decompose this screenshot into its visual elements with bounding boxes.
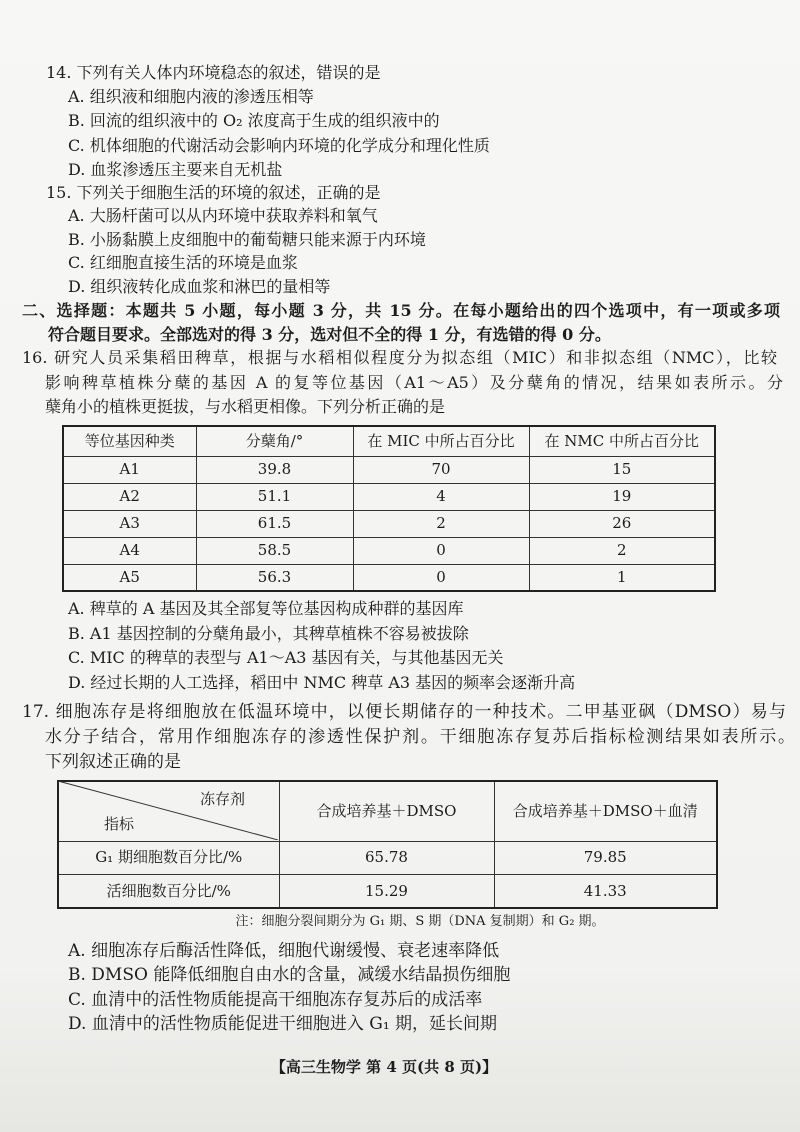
table-cell: 15 (529, 456, 715, 483)
table-row (63, 537, 715, 564)
q15-option-a: A. 大肠杆菌可以从内环境中获取养料和氧气 (68, 206, 378, 225)
q16-stem-line-1: 16. 研究人员采集稻田稗草，根据与水稻相似程度分为拟态组（MIC）和非拟态组（NMC），比较 (22, 348, 777, 367)
table-cell: A1 (63, 456, 196, 483)
table-header-cell: 分蘖角/° (196, 426, 353, 456)
q16-option-b: B. A1 基因控制的分蘖角最小，其稗草植株不容易被拔除 (68, 624, 469, 643)
table-cell: A3 (63, 510, 196, 537)
section-2-instructions-line-1: 二、选择题：本题共 5 小题，每小题 3 分，共 15 分。在每小题给出的四个选项中，有一项或多项 (22, 301, 780, 320)
table-corner-bottom-label: 指标 (104, 815, 135, 833)
table-cell: 58.5 (196, 537, 353, 564)
q17-option-b: B. DMSO 能降低细胞自由水的含量，减缓水结晶损伤细胞 (68, 965, 511, 985)
table-cell: 15.29 (279, 874, 494, 908)
table-cell: 2 (529, 537, 715, 564)
table-cell: 4 (353, 483, 529, 510)
table-header-cell: 合成培养基＋DMSO (279, 781, 494, 841)
table-diagonal-divider (57, 780, 278, 840)
q16-option-c: C. MIC 的稗草的表型与 A1～A3 基因有关，与其他基因无关 (68, 648, 504, 667)
table-cell: 39.8 (196, 456, 353, 483)
q15-stem: 15. 下列关于细胞生活的环境的叙述，正确的是 (46, 183, 381, 202)
table-row (58, 874, 717, 908)
table-row (63, 510, 715, 537)
q16-stem-line-2: 影响稗草植株分蘖的基因 A 的复等位基因（A1～A5）及分蘖角的情况，结果如表所示。分 (45, 373, 783, 392)
allele-table (62, 425, 716, 592)
table-note: 注：细胞分裂间期分为 G₁ 期、S 期（DNA 复制期）和 G₂ 期。 (235, 914, 605, 929)
table-cell: 19 (529, 483, 715, 510)
section-2-instructions-line-2: 符合题目要求。全部选对的得 3 分，选对但不全的得 1 分，有选错的得 0 分。 (48, 325, 611, 344)
table-cell: 70 (353, 456, 529, 483)
q15-option-b: B. 小肠黏膜上皮细胞中的葡萄糖只能来源于内环境 (68, 230, 426, 249)
q15-option-c: C. 红细胞直接生活的环境是血浆 (68, 253, 298, 272)
q17-stem-line-3: 下列叙述正确的是 (45, 752, 181, 772)
page-footer: 【高三生物学 第 4 页(共 8 页)】 (270, 1058, 498, 1076)
table-cell: 0 (353, 537, 529, 564)
q14-stem: 14. 下列有关人体内环境稳态的叙述，错误的是 (46, 63, 381, 82)
table-row (58, 841, 717, 874)
q14-option-c: C. 机体细胞的代谢活动会影响内环境的化学成分和理化性质 (68, 136, 490, 155)
q17-option-c: C. 血清中的活性物质能提高干细胞冻存复苏后的成活率 (68, 990, 483, 1010)
table-row (63, 483, 715, 510)
table-cell: A5 (63, 564, 196, 591)
q15-option-d: D. 组织液转化成血浆和淋巴的量相等 (68, 277, 331, 296)
q17-option-d: D. 血清中的活性物质能促进干细胞进入 G₁ 期，延长间期 (68, 1014, 498, 1034)
table-cell: 79.85 (494, 841, 717, 874)
table-cell: 0 (353, 564, 529, 591)
table-header-cell: 合成培养基＋DMSO＋血清 (494, 781, 717, 841)
q16-option-d: D. 经过长期的人工选择，稻田中 NMC 稗草 A3 基因的频率会逐渐升高 (68, 673, 576, 692)
table-row (63, 564, 715, 591)
q17-stem-line-2: 水分子结合，常用作细胞冻存的渗透性保护剂。干细胞冻存复苏后指标检测结果如表所示。 (45, 727, 795, 747)
table-cell: A2 (63, 483, 196, 510)
table-header-cell: 在 NMC 中所占百分比 (529, 426, 715, 456)
table-header-cell: 等位基因种类 (63, 426, 196, 456)
table-cell: 65.78 (279, 841, 494, 874)
table-corner-top-label: 冻存剂 (200, 790, 246, 808)
table-cell: 56.3 (196, 564, 353, 591)
table-cell: 2 (353, 510, 529, 537)
table-header-row (63, 426, 715, 456)
q16-stem-line-3: 蘖角小的植株更挺拔，与水稻更相像。下列分析正确的是 (45, 397, 446, 416)
table-cell: 1 (529, 564, 715, 591)
table-header-cell: 在 MIC 中所占百分比 (353, 426, 529, 456)
table-cell: A4 (63, 537, 196, 564)
table-cell: 61.5 (196, 510, 353, 537)
table-row-label: 活细胞数百分比/% (58, 874, 279, 908)
q14-option-d: D. 血浆渗透压主要来自无机盐 (68, 160, 283, 179)
q14-option-a: A. 组织液和细胞内液的渗透压相等 (68, 87, 314, 106)
q17-option-a: A. 细胞冻存后酶活性降低，细胞代谢缓慢、衰老速率降低 (68, 941, 500, 961)
q16-option-a: A. 稗草的 A 基因及其全部复等位基因构成种群的基因库 (68, 599, 464, 618)
q17-stem-line-1: 17. 细胞冻存是将细胞放在低温环境中，以便长期储存的一种技术。二甲基亚砜（DMSO）易与 (22, 702, 786, 722)
table-cell: 41.33 (494, 874, 717, 908)
q14-option-b: B. 回流的组织液中的 O₂ 浓度高于生成的组织液中的 (68, 111, 440, 130)
table-cell: 51.1 (196, 483, 353, 510)
table-row-label: G₁ 期细胞数百分比/% (58, 841, 279, 874)
table-cell: 26 (529, 510, 715, 537)
table-row (63, 456, 715, 483)
